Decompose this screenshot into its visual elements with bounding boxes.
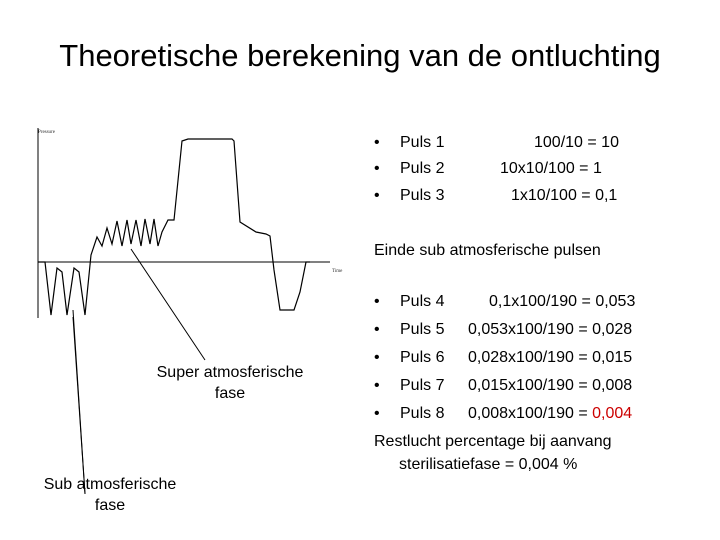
result-line-2: sterilisatiefase = 0,004 % [399, 456, 578, 473]
super-callout-line2: fase [214, 385, 246, 402]
x-axis-label: Time [332, 269, 343, 274]
page-title: Theoretische berekening van de ontluchting [59, 38, 661, 73]
super-callout-line1: Super atmosferische [156, 364, 304, 381]
sub-callout-line1: Sub atmosferische [43, 476, 177, 493]
y-axis-label: Pressure [38, 130, 55, 135]
super-callout [140, 362, 320, 404]
result-line-1: Restlucht percentage bij aanvang [374, 433, 612, 450]
super-callout-line [131, 249, 205, 360]
pressure-curve [38, 139, 310, 315]
sub-callout-line-2 [73, 317, 85, 494]
sub-callout [20, 474, 200, 516]
puls8-calc: 0,008x100/190 = [468, 405, 593, 422]
puls8-result: 0,004 [592, 405, 633, 422]
sub-callout-line2: fase [94, 497, 126, 514]
end-sub-pulses-text: Einde sub atmosferische pulsen [374, 242, 601, 259]
